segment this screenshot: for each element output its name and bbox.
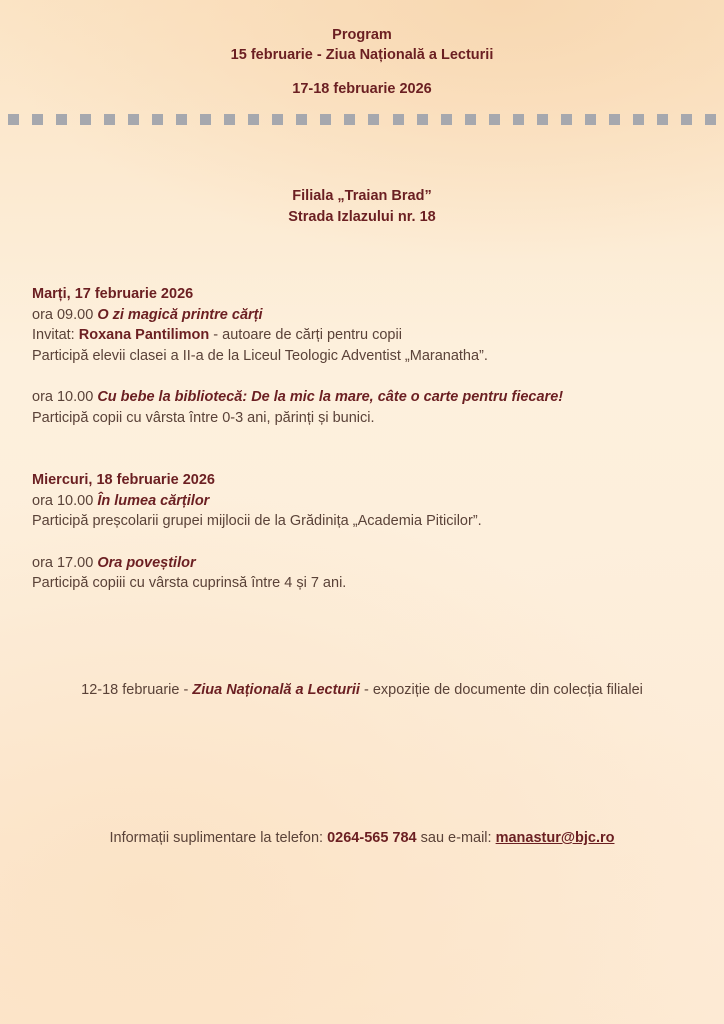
guest-prefix: Invitat: [32,327,79,343]
header-dates: 17-18 februarie 2026 [292,81,432,97]
exhibition-name: Ziua Națională a Lecturii [192,682,360,698]
divider-dash [152,114,163,125]
day1-event1-participants: Participă elevii clasei a II-a de la Liceul Teologic Adventist „Maranatha”. [32,347,488,364]
divider-dash [248,114,259,125]
dashed-divider [8,114,716,125]
program-header [0,25,724,99]
exhibition-prefix: 12-18 februarie - [81,682,193,698]
divider-dash [417,114,428,125]
divider-dash [561,114,572,125]
divider-dash [296,114,307,125]
contact-middle: sau e-mail: [416,830,496,846]
day2-event1-time: ora 10.00 [32,492,98,509]
divider-dash [176,114,187,125]
divider-dash [609,114,620,125]
divider-dash [537,114,548,125]
divider-dash [513,114,524,125]
day1-event1-guest [32,325,712,346]
divider-dash [224,114,235,125]
day1-event2-time: ora 10.00 [32,389,98,405]
divider-dash [633,114,644,125]
exhibition-suffix: - expoziție de documente din colecția filialei [359,682,643,698]
exhibition-note [0,682,724,698]
divider-dash [705,114,716,125]
header-subtitle: 15 februarie - Ziua Națională a Lecturii [230,47,494,63]
divider-dash [272,114,283,125]
contact-prefix: Informații suplimentare la telefon: [109,830,328,846]
divider-dash [32,114,43,125]
schedule [32,284,712,594]
day1-event2-name: Cu bebe la bibliotecă: De la mic la mare, câte o carte pentru fiecare! [97,389,564,405]
day2-event2-participants: Participă copiii cu vârsta cuprinsă între 4 și 7 ani. [32,575,347,591]
guest-suffix: - autoare de cărți pentru copii [209,327,402,343]
divider-dash [200,114,211,125]
branch-name: Filiala „Traian Brad” [292,188,432,204]
divider-dash [465,114,476,125]
divider-dash [104,114,115,125]
divider-dash [441,114,452,125]
day1-event1-name: O zi magică printre cărți [97,306,263,323]
divider-dash [320,114,331,125]
day1-event2-line [32,387,712,408]
divider-dash [393,114,404,125]
divider-dash [8,114,19,125]
branch-address: Strada Izlazului nr. 18 [288,209,436,225]
divider-dash [489,114,500,125]
contact-email-link[interactable]: manastur@bjc.ro [495,830,615,846]
divider-dash [128,114,139,125]
contact-phone[interactable]: 0264-565 784 [327,830,417,846]
day2-event2-line [32,553,712,574]
header-title: Program [332,27,392,43]
contact-info [0,830,724,846]
divider-dash [657,114,668,125]
divider-dash [368,114,379,125]
day1-event1-time: ora 09.00 [32,306,98,323]
branch-info [0,186,724,228]
day2-event2-time: ora 17.00 [32,554,98,571]
guest-name: Roxana Pantilimon [78,327,210,343]
day2-event1-line [32,491,712,512]
divider-dash [80,114,91,125]
divider-dash [681,114,692,125]
day2-event2-name: Ora poveștilor [97,554,196,571]
divider-dash [344,114,355,125]
day1-event1-line [32,305,712,326]
day1-event2-participants: Participă copii cu vârsta între 0-3 ani, părinți și bunici. [32,409,375,426]
day2-title: Miercuri, 18 februarie 2026 [32,472,215,488]
divider-dash [56,114,67,125]
day2-event1-participants: Participă preșcolarii grupei mijlocii de la Grădinița „Academia Piticilor”. [32,513,482,529]
day1-title: Marți, 17 februarie 2026 [32,286,194,302]
divider-dash [585,114,596,125]
day2-event1-name: În lumea cărților [97,492,210,509]
